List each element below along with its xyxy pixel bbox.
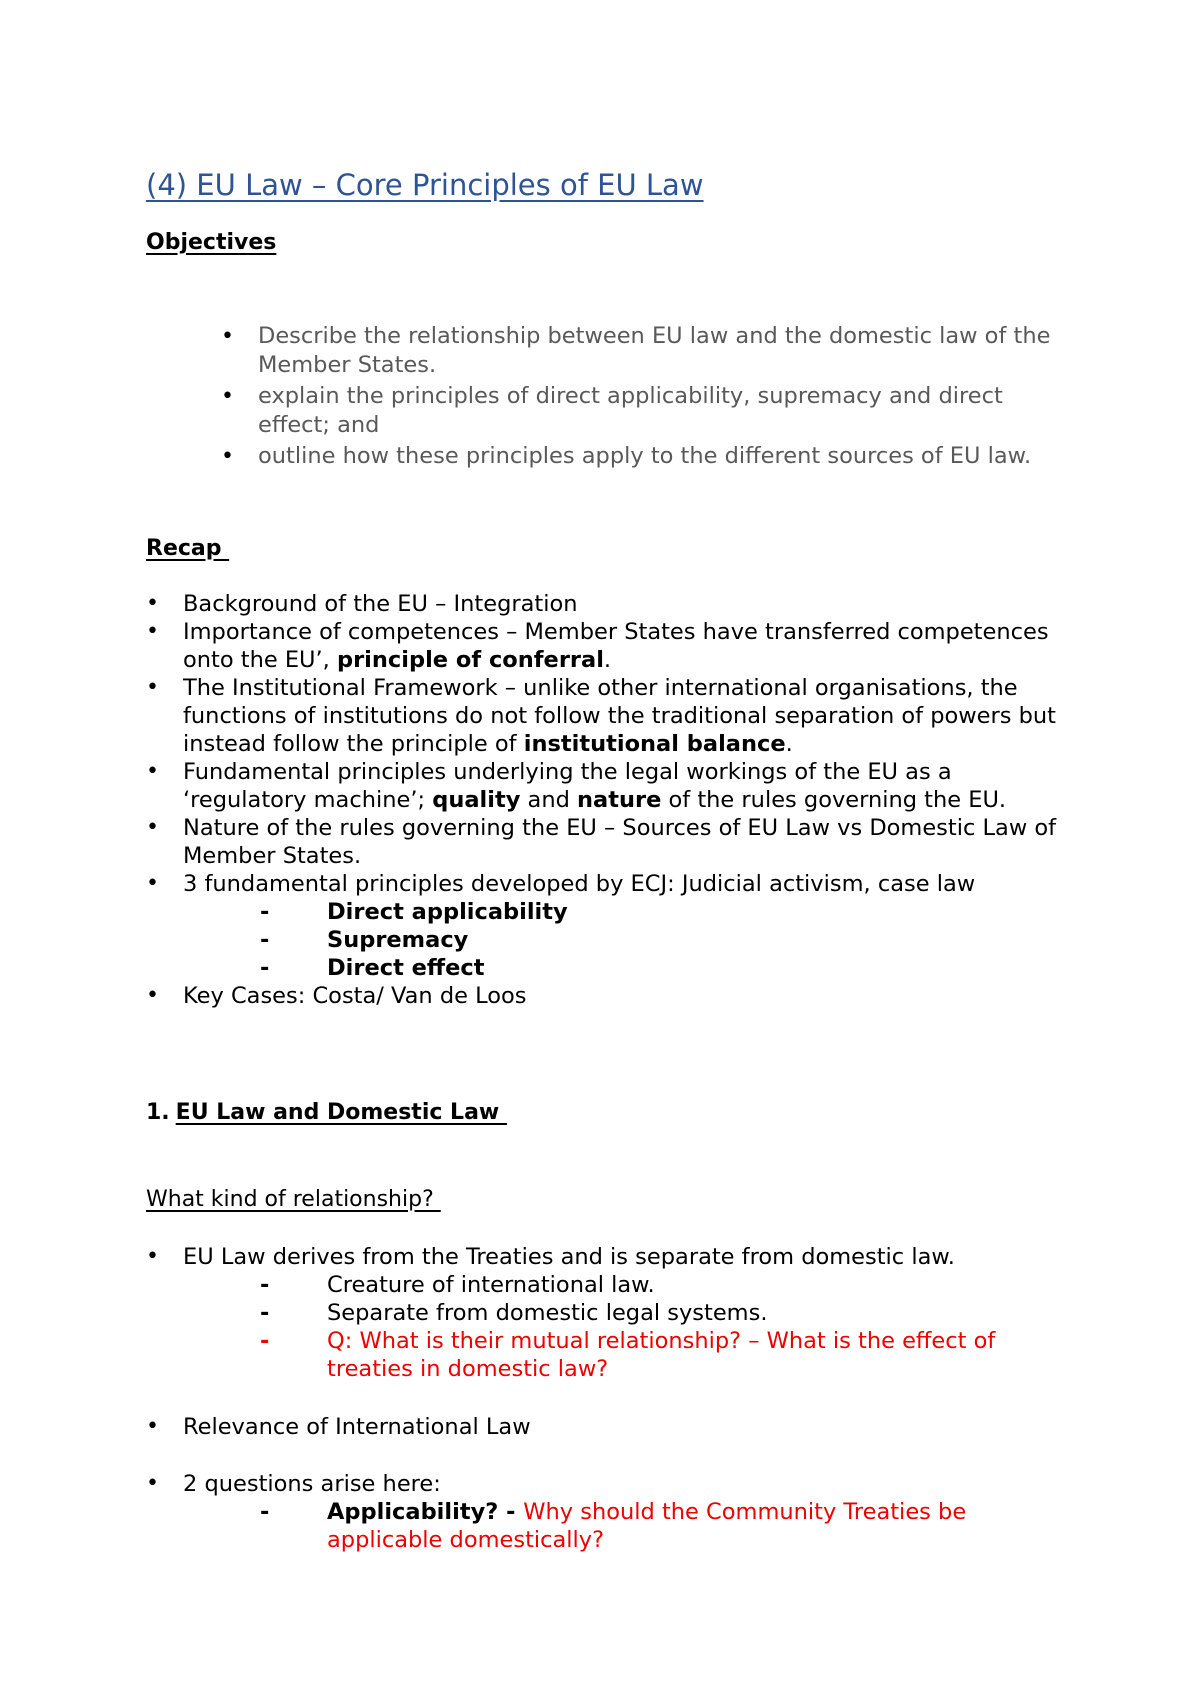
list-item: • Background of the EU – Integration [146,591,578,617]
objectives-heading: Objectives [146,230,277,255]
bullet-icon: • [146,815,159,840]
bullet-icon: • [146,1244,159,1269]
relationship-sublist [183,1271,1076,1383]
bullet-icon: • [146,1471,159,1496]
list-item: • EU Law derives from the Treaties and is separate from domestic law. - Creature of international law. - Separate from domestic legal systems. - Q: What is their mutual relationship? – What is the effect of treaties in domestic law? [146,1243,1076,1383]
relationship-subheading: What kind of relationship? [146,1187,441,1212]
list-item: - Q: What is their mutual relationship? – What is the effect of treaties in domestic law? [260,1328,996,1382]
bullet-icon: • [146,619,159,644]
bullet-icon: • [146,871,159,896]
list-item: • Importance of competences – Member States have transferred competences onto the EU’, principle of conferral. [146,619,1049,673]
list-item: • Describe the relationship between EU law and the domestic law of the Member States. [221,323,1051,378]
list-item: - Direct effect [260,955,485,981]
international-law-list [146,1413,1076,1441]
bullet-icon: • [146,591,159,616]
bullet-icon: • [146,675,159,700]
principles-sublist [183,898,1076,982]
dash-icon: - [260,927,270,953]
objectives-list [218,322,1078,473]
questions-sublist [183,1498,1076,1554]
list-item: - Separate from domestic legal systems. [260,1300,768,1326]
list-item: • outline how these principles apply to the different sources of EU law. [221,443,1032,469]
document-title: (4) EU Law – Core Principles of EU Law [146,168,704,202]
list-item: • Relevance of International Law [146,1414,531,1440]
section-heading: 1. EU Law and Domestic Law [146,1100,507,1125]
list-item: • Nature of the rules governing the EU – Sources of EU Law vs Domestic Law of Member States. [146,815,1057,869]
list-item: • 3 fundamental principles developed by ECJ: Judicial activism, case law - Direct applicability - Supremacy - Direct effect [146,870,1076,982]
bullet-icon: • [221,324,234,349]
bullet-icon: • [221,444,234,469]
recap-heading: Recap [146,536,230,561]
bullet-icon: • [146,983,159,1008]
list-item: • The Institutional Framework – unlike other international organisations, the functions of institutions do not follow the traditional separation of powers but instead follow the principle of institutional balance. [146,675,1057,757]
list-item: - Creature of international law. [260,1272,655,1298]
list-item: - Direct applicability [260,899,568,925]
bullet-icon: • [146,1414,159,1439]
list-item: • Fundamental principles underlying the legal workings of the EU as a ‘regulatory machine’; quality and nature of the rules governing the EU. [146,759,1007,813]
list-item: • Key Cases: Costa/ Van de Loos [146,983,527,1009]
dash-icon: - [260,1300,270,1326]
bullet-icon: • [146,759,159,784]
dash-icon: - [260,955,270,981]
dash-icon: - [260,899,270,925]
dash-icon: - [260,1328,270,1354]
questions-list [146,1470,1076,1554]
list-item: - Applicability? - Why should the Community Treaties be applicable domestically? [260,1499,967,1553]
list-item: • 2 questions arise here: - Applicability? - Why should the Community Treaties be applicable domestically? [146,1470,1076,1554]
relationship-list [146,1243,1076,1383]
dash-icon: - [260,1499,270,1525]
list-item: - Supremacy [260,927,469,953]
list-item: • explain the principles of direct applicability, supremacy and direct effect; and [221,383,1003,438]
bullet-icon: • [221,384,234,409]
dash-icon: - [260,1272,270,1298]
recap-list [146,590,1076,1010]
